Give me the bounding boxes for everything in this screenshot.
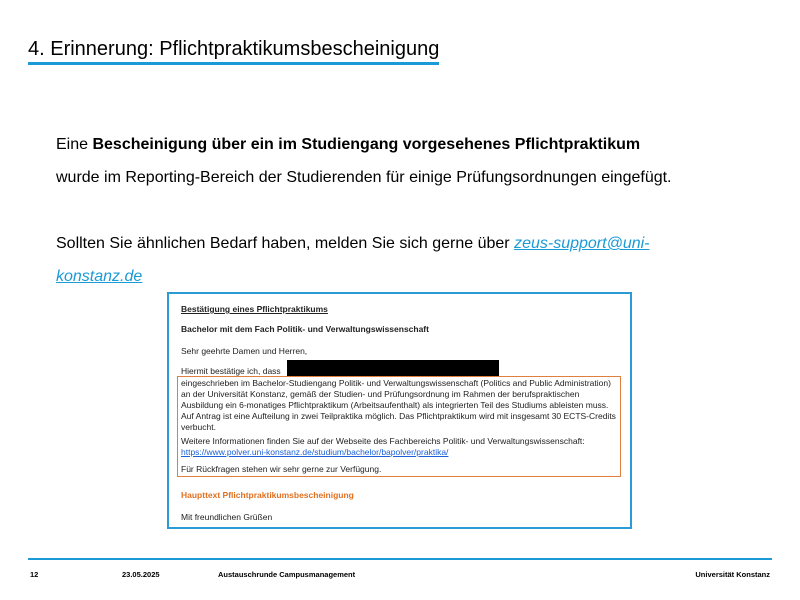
support-email-link-cont[interactable]: konstanz.de bbox=[56, 268, 143, 285]
letter-main-text-label: Haupttext Pflichtpraktikumsbescheinigung bbox=[181, 490, 354, 500]
contact-paragraph bbox=[56, 227, 756, 260]
letter-subtitle: Bachelor mit dem Fach Politik- und Verwaltungswissenschaft bbox=[181, 324, 429, 334]
contact-line-2 bbox=[56, 260, 756, 293]
certificate-screenshot bbox=[167, 292, 632, 529]
letter-enrolled-text: eingeschrieben im Bachelor-Studiengang Politik- und Verwaltungswissenschaft (Politics and Public Administration) an der Universität Konstanz, gemäß der Studien- und Prüfungsordnung im Rahmen der berufspraktischen Ausbildung ein 6-monatiges Pflichtpraktikum (Arbeitsaufenthalt) als integrierten Teil des Studiums ableisten muss. Auf Antrag ist eine Aufteilung in zwei Teilpraktika möglich. Das Pflichtpraktikum wird mit insgesamt 30 ECTS-Credits verbucht. bbox=[181, 378, 616, 432]
letter-confirm: Hiermit bestätige ich, dass bbox=[181, 366, 281, 376]
letter-more-info-text: Weitere Informationen finden Sie auf der Webseite des Fachbereichs Politik- und Verwaltungswissenschaft: bbox=[181, 436, 585, 446]
contact-prefix: Sollten Sie ähnlichen Bedarf haben, melden Sie sich gerne über bbox=[56, 235, 515, 252]
slide-title: 4. Erinnerung: Pflichtpraktikumsbescheinigung bbox=[28, 36, 439, 65]
redaction-bar bbox=[287, 360, 499, 377]
letter-more-info bbox=[181, 436, 617, 458]
footer-university: Universität Konstanz bbox=[695, 570, 770, 579]
letter-questions: Für Rückfragen stehen wir sehr gerne zur Verfügung. bbox=[181, 464, 382, 474]
letter-title: Bestätigung eines Pflichtpraktikums bbox=[181, 304, 328, 314]
footer-page-number: 12 bbox=[30, 570, 39, 579]
intro-paragraph bbox=[56, 128, 756, 161]
footer-divider bbox=[28, 558, 772, 560]
intro-bold: Bescheinigung über ein im Studiengang vorgesehenes Pflichtpraktikum bbox=[92, 136, 641, 153]
intro-prefix: Eine bbox=[56, 136, 93, 153]
intro-line-2: wurde im Reporting-Bereich der Studierenden für einige Prüfungsordnungen eingefügt. bbox=[56, 169, 672, 186]
slide-body bbox=[56, 128, 756, 293]
letter-greeting: Sehr geehrte Damen und Herren, bbox=[181, 346, 308, 356]
letter-regards: Mit freundlichen Grüßen bbox=[181, 512, 273, 522]
footer-event: Austauschrunde Campusmanagement bbox=[218, 570, 356, 579]
support-email-link[interactable]: zeus-support@uni- bbox=[514, 235, 650, 252]
paragraph-gap bbox=[56, 194, 756, 227]
footer-date: 23.05.2025 bbox=[122, 570, 160, 579]
letter-url-link[interactable]: https://www.polver.uni-konstanz.de/studium/bachelor/bapolver/praktika/ bbox=[181, 447, 449, 457]
